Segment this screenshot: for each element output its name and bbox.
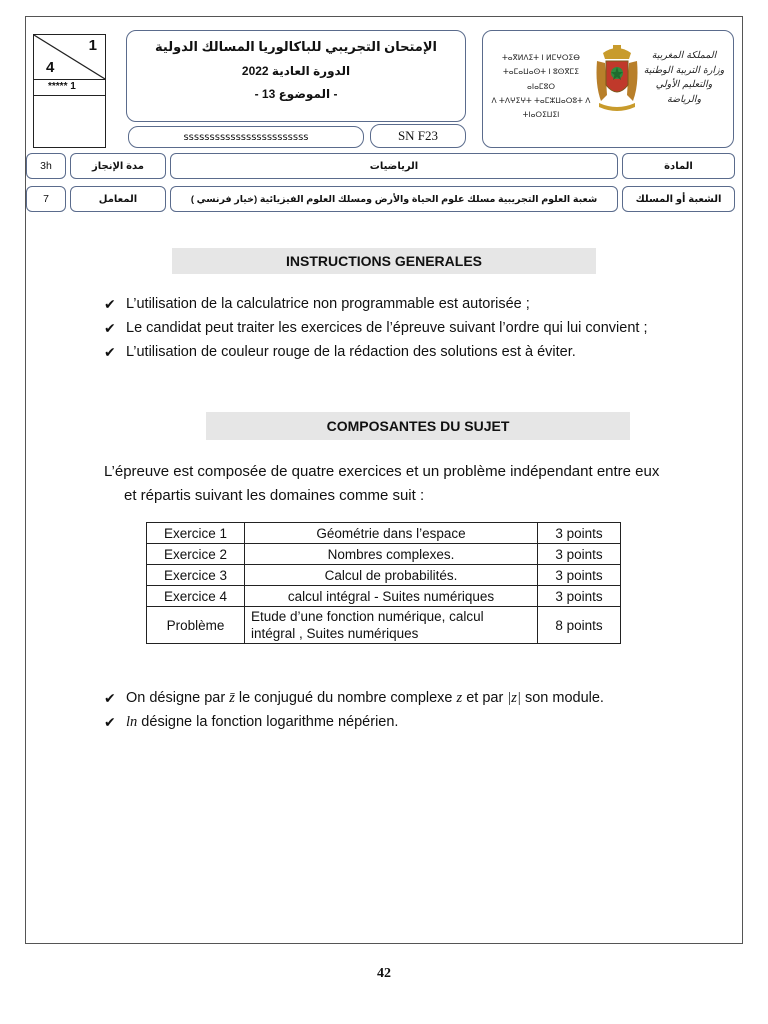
check-icon: ✔ [104, 690, 116, 706]
exam-session: الدورة العادية 2022 [241, 63, 351, 78]
duration-value: 3h [26, 153, 66, 179]
list-item: ✔ Le candidat peut traiter les exercices de l’épreuve suivant l’ordre qui lui convient ; [104, 316, 647, 340]
subject-label: المادة [622, 153, 735, 179]
subject-code: SN F23 [370, 124, 466, 148]
coefficient-value: 7 [26, 186, 66, 212]
tifinagh-text: ⵜⴰⴳⵍⴷⵉⵜ ⵏ ⵍⵎⵖⵔⵉⴱ ⵜⴰⵎⴰⵡⴰⵙⵜ ⵏ ⵓⵙⴳⵎⵉ ⴰⵏⴰⵎⵓⵔ ⴷ ⵜⴷⵖⵉⵖⵜ ⵜⴰⵎⵣⵡⴰⵔⵓⵜ ⴷ ⵜⵏⴰⵔⵉⵡⵉⵏ [491, 53, 591, 119]
ministry-header [482, 30, 734, 148]
composantes-intro: L’épreuve est composée de quatre exercices et un problème indépendant entre eux et répartis suivant les domaines comme suit : [104, 463, 660, 504]
list-item: ✔ L’utilisation de la calculatrice non programmable est autorisée ; [104, 292, 647, 316]
exam-title-box [126, 30, 466, 122]
track-label: الشعبة أو المسلك [622, 186, 735, 212]
list-item: ✔ On désigne par z̄ le conjugué du nombre complexe z et par |z| son module. [104, 686, 604, 710]
instructions-heading: INSTRUCTIONS GENERALES [172, 248, 596, 274]
exam-title: الإمتحان التجريبي للباكالوريا المسالك الدولية [155, 39, 437, 54]
composantes-table [146, 522, 621, 644]
ministry-name: المملكة المغربية وزارة التربية الوطنية والتعليم الأولي والرياضة [643, 50, 725, 106]
list-item: ✔ ln désigne la fonction logarithme népérien. [104, 710, 604, 734]
check-icon: ✔ [104, 320, 116, 336]
table-row: Problème Etude d’une fonction numérique, calcul intégral , Suites numériques 8 points [147, 607, 621, 644]
composantes-heading: COMPOSANTES DU SUJET [206, 412, 630, 440]
subject-value: الرياضيات [170, 153, 618, 179]
coefficient-label: المعامل [70, 186, 166, 212]
page-index: 1 [88, 37, 97, 54]
stars-code: ***** 1 [48, 81, 76, 92]
page-counter-box [33, 34, 106, 148]
page-total: 4 [46, 59, 55, 76]
coat-of-arms-icon [593, 45, 641, 111]
table-row: Exercice 3 Calcul de probabilités. 3 points [147, 565, 621, 586]
table-row: Exercice 4 calcul intégral - Suites numériques 3 points [147, 586, 621, 607]
notes-list [104, 686, 604, 734]
list-item: ✔ L’utilisation de couleur rouge de la rédaction des solutions est à éviter. [104, 340, 647, 364]
code-field: ssssssssssssssssssssssss [128, 126, 364, 148]
instructions-list [104, 292, 647, 364]
duration-label: مدة الإنجاز [70, 153, 166, 179]
check-icon: ✔ [104, 714, 116, 730]
page-number: 42 [377, 966, 391, 981]
table-row: Exercice 1 Géométrie dans l’espace 3 points [147, 523, 621, 544]
check-icon: ✔ [104, 296, 116, 312]
track-value: شعبة العلوم التجريبية مسلك علوم الحياة والأرض ومسلك العلوم الفيزيائية (خيار فرنسي ) [170, 186, 618, 212]
subject-number: - الموضوع 13 - [254, 87, 338, 102]
table-row: Exercice 2 Nombres complexes. 3 points [147, 544, 621, 565]
check-icon: ✔ [104, 344, 116, 360]
